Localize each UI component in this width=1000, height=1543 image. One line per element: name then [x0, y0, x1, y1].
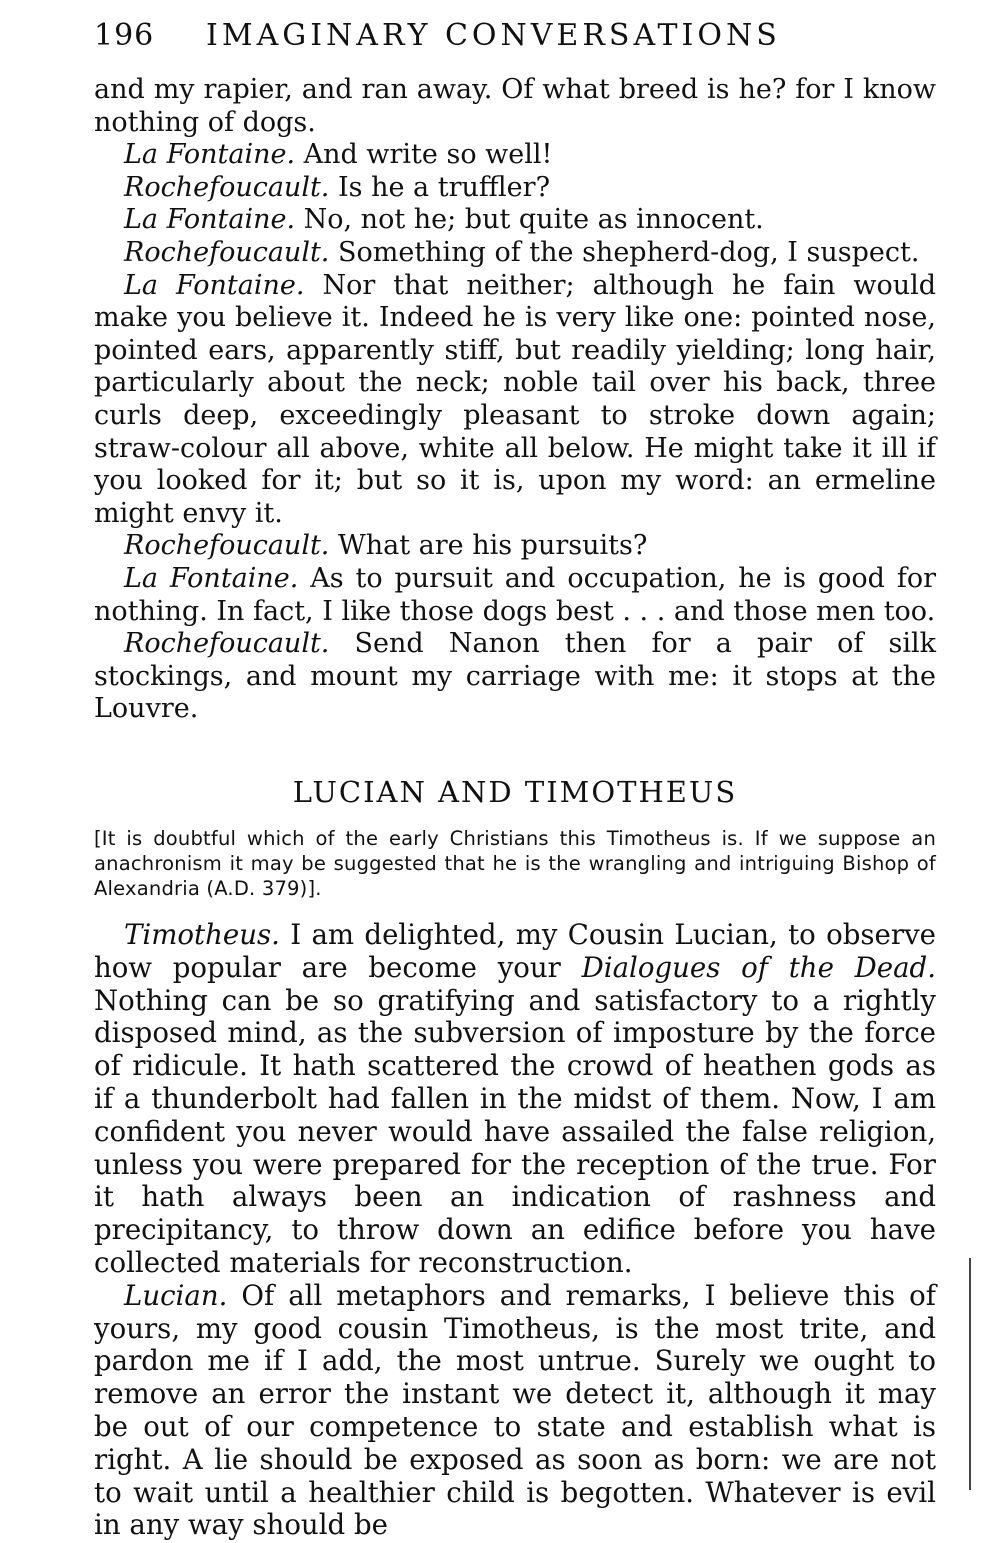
paragraph-text: Nor that neither; although he fain would make you believe it. Indeed he is very like one: pointed nose, pointed ears, apparently stiff, but readily yielding; long hair, particularly about the neck; noble tail over his back, three curls deep, exceedingly pleasant to stroke down again; straw-colour all above, white all below. He might take it ill if you looked for it; but so it is, upon my word: an ermeline might envy it. [94, 269, 937, 529]
dialogue-bottom [94, 919, 936, 1542]
paragraph-text: I am delighted, my Cousin Lucian, to observe how popular are become your [94, 918, 936, 984]
section-title: LUCIAN AND TIMOTHEUS [292, 775, 738, 809]
speaker-name: Rochefoucault. [124, 628, 330, 660]
work-title: Dialogues of the Dead. [581, 950, 936, 984]
paragraph [94, 628, 936, 726]
running-head [94, 14, 854, 58]
paragraph-text: Nothing can be so gratifying and satisfactory to a rightly disposed mind, as the subversion of imposture by the force of ridicule. It hath scattered the crowd of heathen gods as if a thunderbolt had fallen in the midst of them. Now, I am confident you never would have assailed the false religion, unless you were prepared for the reception of the true. For it hath always been an indication of rashness and precipitancy, to throw down an edifice before you have collected materials for reconstruction. [94, 983, 936, 1279]
speaker-name: Timotheus. [124, 918, 280, 951]
speaker-name: La Fontaine. [124, 204, 296, 236]
page-number: 196 [94, 18, 155, 53]
speaker-name: Rochefoucault. [124, 236, 330, 268]
margin-rule [969, 1258, 971, 1490]
paragraph [94, 204, 936, 237]
paragraph-text: Of all metaphors and remarks, I believe this of yours, my good cousin Timotheus, is the most trite, and pardon me if I add, the most untrue. Surely we ought to remove an error the instant we detect it, although it may be out of our competence to state and establish what is right. A lie should be exposed as soon as born: we are not to wait until a healthier child is begotten. Whatever is evil in any way should be [94, 1278, 936, 1542]
paragraph-text: Something of the shepherd-dog, I suspect. [337, 236, 920, 268]
paragraph-lucian [94, 1280, 936, 1542]
paragraph-continuation [94, 74, 936, 139]
headnote: [It is doubtful which of the early Christians this Timotheus is. If we suppose an anachronism it may be suggested that he is the wrangling and intriguing Bishop of Alexandria (A.D. 379)]. [94, 827, 936, 900]
paragraph-text: Send Nanon then for a pair of silk stockings, and mount my carriage with me: it stops at the Louvre. [94, 628, 936, 725]
speaker-name: La Fontaine. [124, 269, 305, 301]
paragraph [94, 172, 936, 205]
paragraph-text: No, not he; but quite as innocent. [303, 204, 764, 236]
paragraph [94, 530, 936, 563]
paragraph-text: Is he a truffler? [337, 171, 551, 203]
dialogue-top [94, 74, 936, 726]
paragraph [94, 139, 936, 172]
paragraph-text: And write so well! [303, 139, 553, 171]
speaker-name: Rochefoucault. [124, 171, 330, 203]
paragraph [94, 563, 936, 628]
paragraph [94, 270, 936, 531]
paragraph [94, 237, 936, 270]
speaker-name: La Fontaine. [124, 139, 296, 171]
paragraph-text: As to pursuit and occupation, he is good for nothing. In fact, I like those dogs best . . . and those men too. [94, 562, 936, 627]
running-title: IMAGINARY CONVERSATIONS [206, 18, 781, 53]
paragraph-text: and my rapier, and ran away. Of what breed is he? for I know nothing of dogs. [94, 74, 936, 138]
paragraph-timotheus [94, 919, 936, 1280]
paragraph-text: What are his pursuits? [337, 530, 648, 562]
speaker-name: Lucian. [124, 1278, 228, 1312]
speaker-name: Rochefoucault. [124, 530, 330, 562]
speaker-name: La Fontaine. [124, 562, 299, 594]
